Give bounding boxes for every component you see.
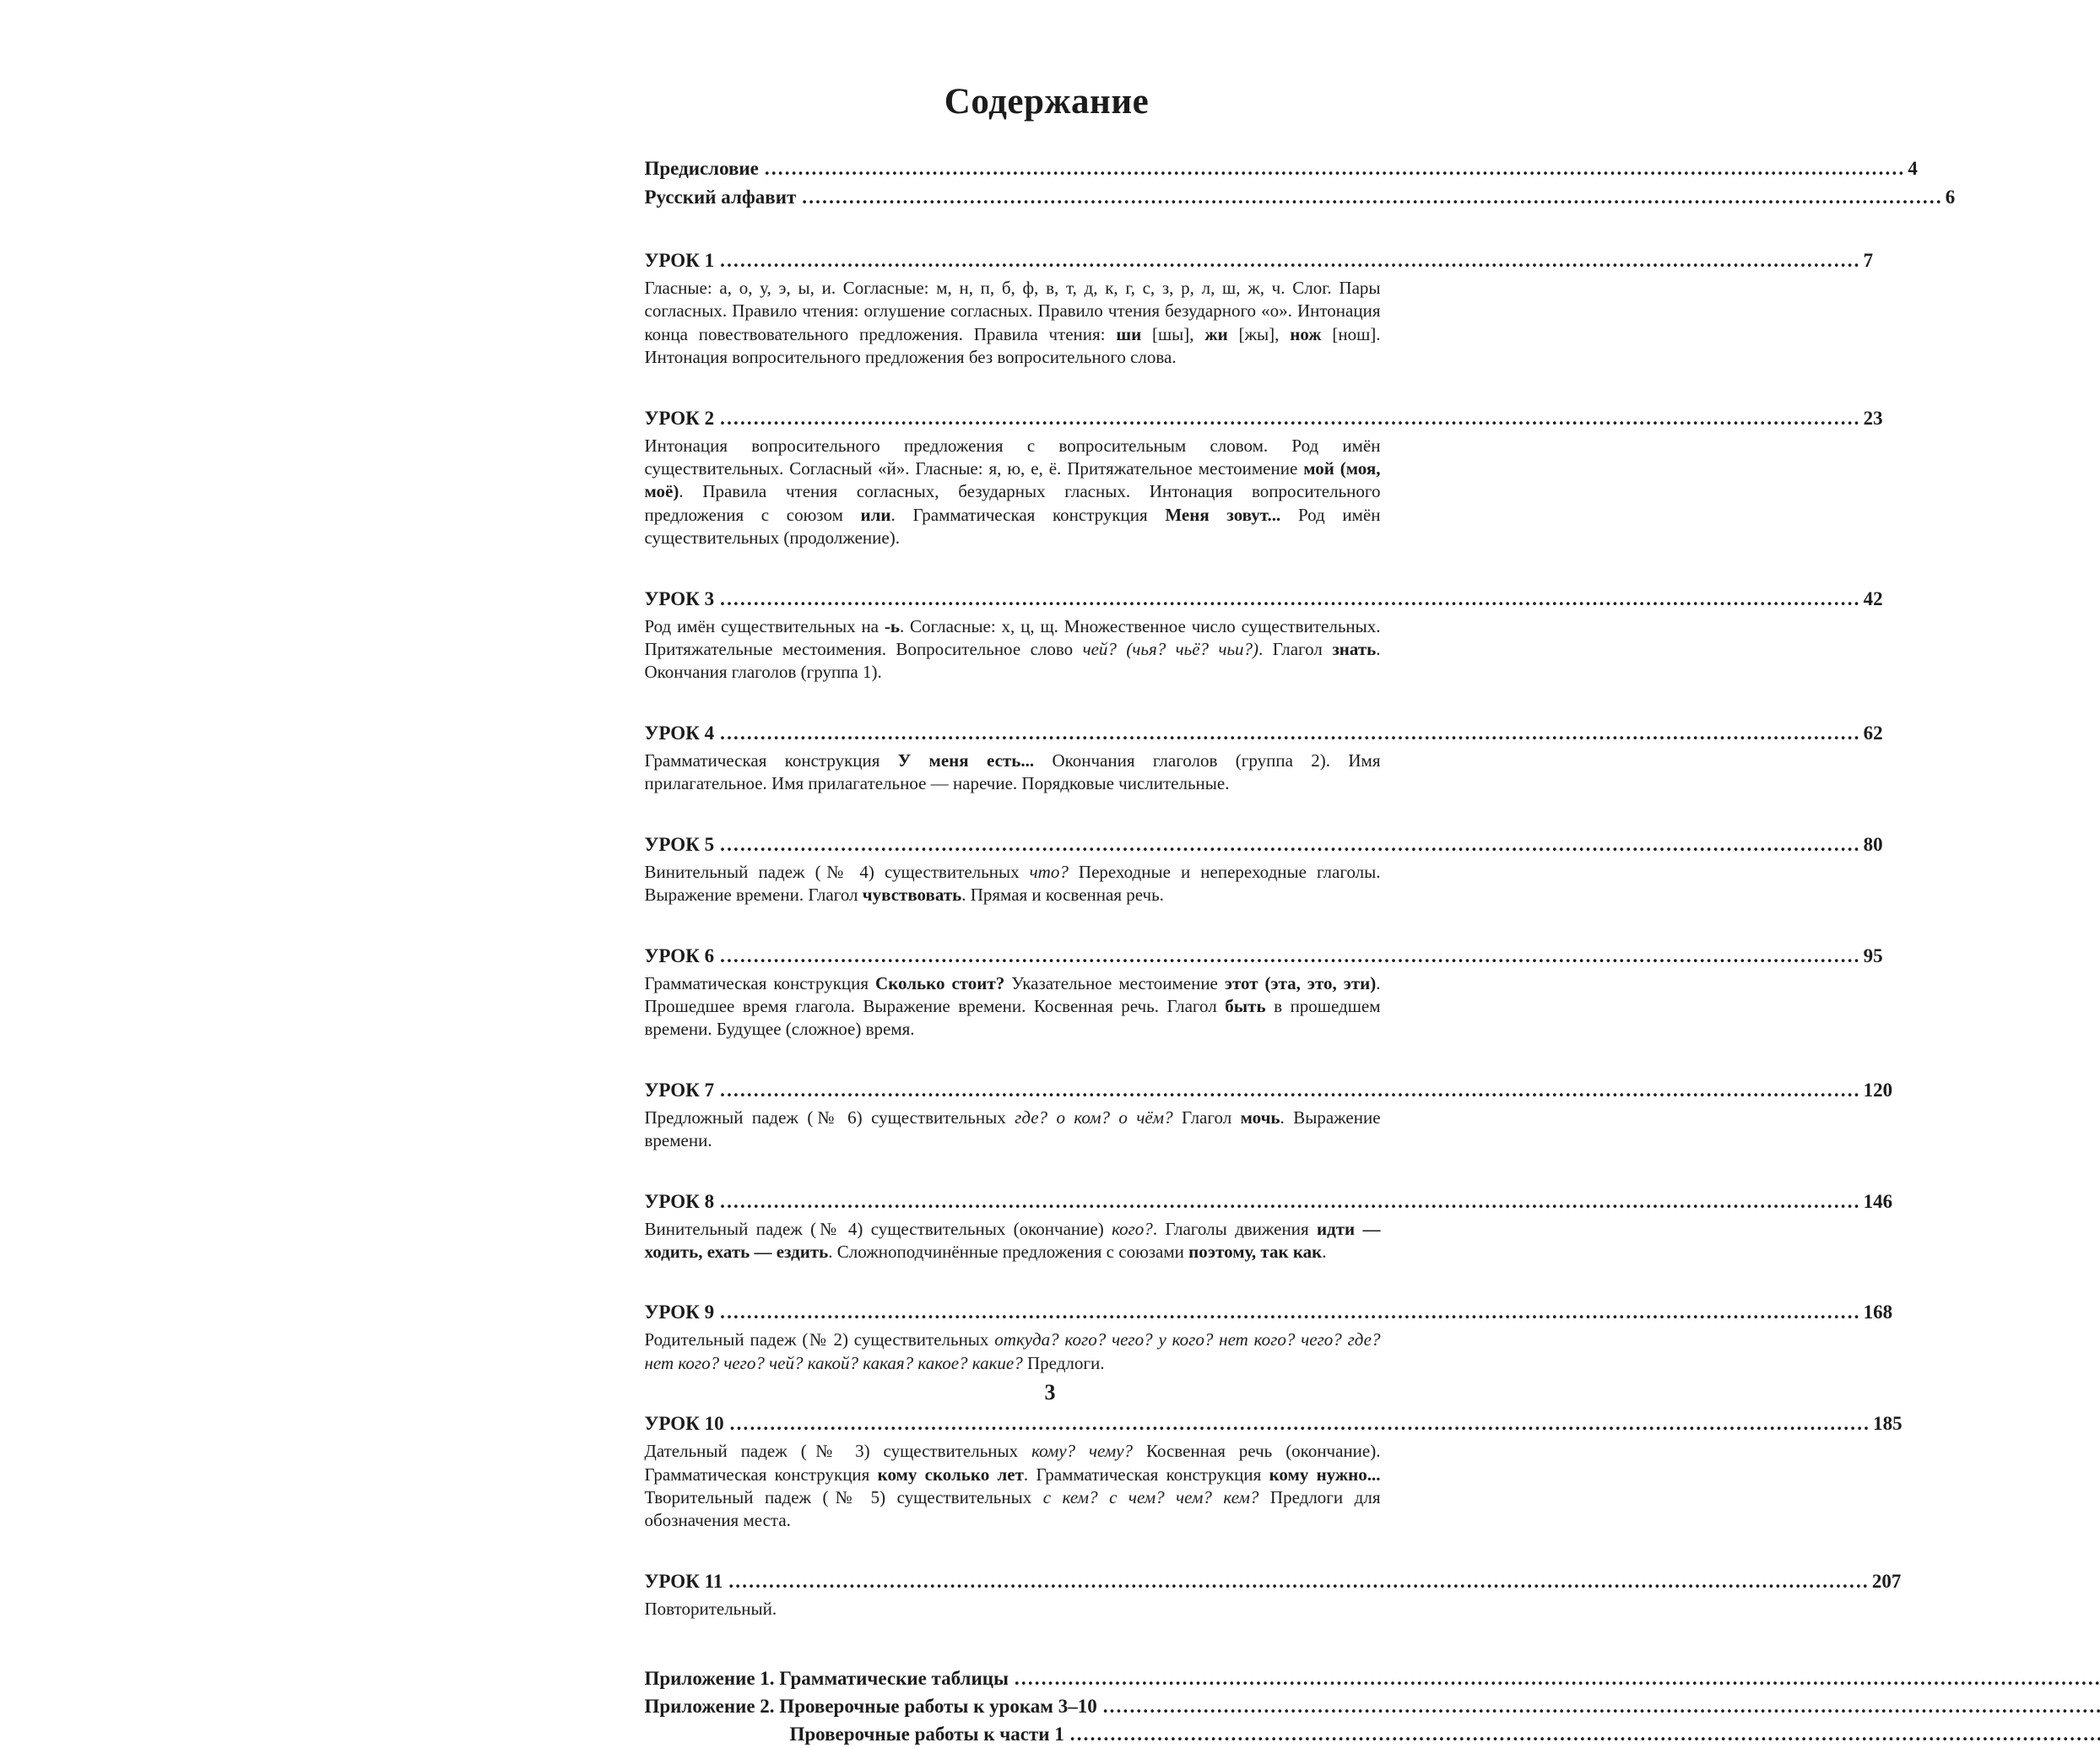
toc-entry <box>645 1692 1449 1720</box>
description-text-run: Переходные и непереходные глаголы. Выражение времени. Глагол <box>644 861 1381 906</box>
description-text-run: Повторительный. <box>644 1598 777 1619</box>
description-italic-run: кому? чему? <box>1031 1441 1134 1462</box>
description-text-run: . Глагол <box>1258 639 1333 660</box>
dot-leader <box>720 831 1861 859</box>
toc-entry <box>644 246 1874 275</box>
description-italic-run: где? о ком? о чём? <box>1015 1107 1173 1128</box>
dot-leader <box>1103 1692 2100 1720</box>
lesson-description <box>645 1107 1381 1153</box>
description-text-run: Род имён существительных на <box>644 615 885 636</box>
toc-page <box>527 0 1956 1745</box>
toc-entry <box>644 585 1883 614</box>
description-text-run: Творительный падеж (№ 5) существительных <box>644 1486 1043 1507</box>
toc-entry-label: Приложение 1. Грамматические таблицы <box>644 1668 1009 1690</box>
toc-entry-label: УРОК 2 <box>644 407 715 429</box>
dot-leader <box>720 404 1861 433</box>
description-text-run: [жы], <box>1227 323 1291 344</box>
toc-entry <box>644 942 1883 971</box>
lesson-description <box>645 1329 1381 1375</box>
description-bold-run: нож <box>1290 323 1322 344</box>
toc-entry-page: 95 <box>1863 944 1883 966</box>
toc-entry-page: 207 <box>1871 1570 1902 1592</box>
description-bold-run: кому сколько лет <box>877 1464 1024 1485</box>
description-text-run: . Выражение времени. <box>644 1107 1381 1151</box>
description-bold-run: этот (эта, это, эти) <box>1224 972 1377 993</box>
description-text-run: . Грамматическая конструкция <box>1023 1464 1269 1485</box>
lesson-description <box>645 615 1381 685</box>
dot-leader <box>802 183 1943 212</box>
toc-entry <box>644 1298 1893 1327</box>
toc-entry <box>644 1567 1902 1596</box>
description-bold-run: мой (моя, моё) <box>644 458 1381 502</box>
description-bold-run: чувствовать <box>862 885 962 906</box>
description-bold-run: быть <box>1225 995 1266 1016</box>
toc-entry-label: УРОК 10 <box>644 1413 724 1435</box>
toc-entry-label: УРОК 8 <box>644 1190 715 1212</box>
toc-entry-label: Проверочные работы к части 1 <box>789 1724 1064 1745</box>
dot-leader <box>720 1076 1861 1105</box>
description-text-run: . Правила чтения согласных, безударных гласных. Интонация вопросительного предложения с союзом <box>644 481 1381 525</box>
dot-leader <box>720 246 1861 275</box>
description-bold-run: -ь <box>884 615 900 636</box>
toc-entry-page: 7 <box>1863 250 1874 271</box>
description-bold-run: жи <box>1204 323 1228 344</box>
toc-entry-page: 185 <box>1873 1413 1902 1435</box>
description-text-run: Винительный падеж (№ 4) существительных <box>644 861 1030 882</box>
toc-entry <box>644 719 1883 748</box>
description-text-run: . Сложноподчинённые предложения с союзами <box>828 1241 1189 1262</box>
toc-entry-label: Предисловие <box>644 158 759 179</box>
toc-entry-page: 80 <box>1863 833 1883 855</box>
description-text-run: Косвенная речь (окончание). Грамматическая конструкция <box>644 1441 1381 1485</box>
description-bold-run: или <box>860 504 891 525</box>
lesson-description <box>645 861 1381 907</box>
toc-entry-page: 168 <box>1863 1302 1893 1323</box>
toc-entry-page: 62 <box>1863 722 1883 744</box>
description-bold-run: идти — ходить, ехать — ездить <box>644 1218 1381 1262</box>
toc-entry <box>644 1076 1893 1105</box>
description-bold-run: знать <box>1332 639 1377 660</box>
lesson-description <box>645 750 1381 796</box>
lesson-description <box>645 1218 1381 1264</box>
toc-entry-label: Приложение 2. Проверочные работы к урокам 3–10 <box>644 1696 1097 1718</box>
dot-leader <box>720 585 1861 614</box>
dot-leader <box>720 942 1861 971</box>
toc-entry-page: 4 <box>1908 158 1918 179</box>
toc-entry <box>644 831 1883 859</box>
description-bold-run: У меня есть... <box>897 750 1035 771</box>
lesson-entry <box>644 1567 1902 1621</box>
dot-leader <box>728 1567 1870 1596</box>
description-text-run: Род имён существительных (продолжение). <box>644 504 1381 549</box>
lesson-entry <box>644 1410 1902 1533</box>
lesson-description <box>645 435 1381 550</box>
description-text-run: Предложный падеж (№ 6) существительных <box>644 1107 1015 1128</box>
description-text-run: Дательный падеж (№ 3) существительных <box>644 1441 1032 1462</box>
toc-entry-label: УРОК 6 <box>644 944 715 966</box>
page-title: Содержание <box>944 82 1150 122</box>
toc-entry-label: УРОК 9 <box>644 1302 715 1323</box>
description-text-run: Грамматическая конструкция <box>644 750 898 771</box>
description-text-run: Гласные: а, о, у, э, ы, и. Согласные: м, н, п, б, ф, в, т, д, к, г, с, з, р, л, ш, ж, ч. Слог. Пары согласных. Правило чтения: оглушение согласных. Правило чтения безударного «о». Интонация конца повествовательного предложения. Правила чтения: <box>644 278 1381 344</box>
dot-leader <box>720 719 1861 748</box>
description-bold-run: кому нужно... <box>1269 1464 1381 1485</box>
description-bold-run: ши <box>1116 323 1142 344</box>
toc-entry-label: УРОК 7 <box>644 1079 715 1101</box>
toc-entry-page: 42 <box>1863 587 1883 609</box>
lesson-entry <box>644 831 1883 907</box>
description-italic-run: с кем? с чем? чем? кем? <box>1042 1486 1259 1507</box>
dot-leader <box>720 1188 1861 1216</box>
dot-leader <box>1015 1664 2100 1692</box>
lesson-entry <box>644 719 1883 796</box>
appendix-list <box>645 1664 1574 1748</box>
description-text-run: в прошедшем времени. Будущее (сложное) время. <box>644 995 1381 1040</box>
toc-entry-label: УРОК 4 <box>644 722 715 744</box>
description-text-run: . <box>1322 1241 1327 1262</box>
description-italic-run: чей? (чья? чьё? чьи?) <box>1082 639 1259 660</box>
lesson-entry <box>644 1298 1893 1375</box>
description-text-run: Предлоги. <box>1022 1352 1105 1373</box>
description-text-run: [нош]. Интонация вопросительного предложения без вопросительного слова. <box>644 323 1381 368</box>
description-text-run: Винительный падеж (№ 4) существительных (окончание) <box>644 1218 1112 1239</box>
toc-entry <box>644 183 1956 212</box>
description-text-run: Родительный падеж (№ 2) существительных <box>644 1329 995 1350</box>
toc-entry <box>645 1664 1449 1692</box>
lesson-entry <box>644 1076 1893 1153</box>
toc-entry-label: УРОК 11 <box>644 1570 723 1592</box>
description-text-run: [шы], <box>1141 323 1205 344</box>
front-matter-list <box>644 154 1956 212</box>
toc-entry <box>644 404 1883 433</box>
description-text-run: . Глаголы движения <box>1152 1218 1317 1239</box>
toc-entry-label: Русский алфавит <box>644 187 797 208</box>
lesson-entry <box>644 1188 1893 1264</box>
description-bold-run: Меня зовут... <box>1165 504 1281 525</box>
lesson-description <box>645 277 1381 370</box>
lesson-description <box>645 1598 1381 1621</box>
description-text-run: . Окончания глаголов (группа 1). <box>644 639 1381 683</box>
lesson-description <box>645 972 1381 1042</box>
toc-entry-page: 23 <box>1863 407 1883 429</box>
lesson-entry <box>644 404 1883 550</box>
description-italic-run: что? <box>1029 861 1069 882</box>
toc-entry-label: УРОК 5 <box>644 833 715 855</box>
toc-entry <box>644 1188 1893 1216</box>
lesson-description <box>645 1440 1381 1533</box>
lesson-entry <box>644 246 1874 370</box>
description-bold-run: поэтому, так как <box>1188 1241 1323 1262</box>
description-text-run: Грамматическая конструкция <box>644 972 876 993</box>
dot-leader <box>730 1410 1871 1438</box>
description-italic-run: кого? <box>1112 1218 1153 1239</box>
toc-entry <box>644 1410 1902 1438</box>
description-text-run: Указательное местоимение <box>1004 972 1225 993</box>
toc-entry-page: 6 <box>1945 187 1956 208</box>
dot-leader <box>1070 1720 2100 1748</box>
dot-leader <box>765 154 1906 183</box>
toc-entry <box>644 154 1918 183</box>
description-text-run: Интонация вопросительного предложения с вопросительным словом. Род имён существительных. Согласный «й». Гласные: я, ю, е, ё. Притяжательное местоимение <box>644 435 1381 479</box>
description-text-run: . Прошедшее время глагола. Выражение времени. Косвенная речь. Глагол <box>644 972 1381 1016</box>
description-text-run: Окончания глаголов (группа 2). Имя прилагательное. Имя прилагательное — наречие. Порядковые числительные. <box>644 750 1381 794</box>
description-text-run: . Согласные: х, ц, щ. Множественное число существительных. Притяжательные местоимения. Вопросительное слово <box>644 615 1381 660</box>
description-text-run: . Грамматическая конструкция <box>890 504 1166 525</box>
description-text-run: Предлоги для обозначения места. <box>644 1486 1381 1531</box>
lesson-entry <box>644 942 1883 1042</box>
toc-entry <box>645 1720 1449 1748</box>
lesson-list <box>644 246 1902 1621</box>
description-italic-run: откуда? кого? чего? у кого? нет кого? чего? где? нет кого? чего? чей? какой? какая? какое? какие? <box>644 1329 1381 1373</box>
description-bold-run: мочь <box>1240 1107 1280 1128</box>
description-text-run: . Прямая и косвенная речь. <box>961 885 1164 906</box>
description-text-run: Глагол <box>1172 1107 1241 1128</box>
toc-entry-label: УРОК 1 <box>644 250 715 271</box>
lesson-entry <box>644 585 1883 685</box>
description-bold-run: Сколько стоит? <box>875 972 1005 993</box>
folio-page-number: 3 <box>1044 1380 1056 1404</box>
toc-entry-label: УРОК 3 <box>644 587 715 609</box>
toc-entry-page: 120 <box>1863 1079 1893 1101</box>
toc-entry-page: 146 <box>1863 1190 1893 1212</box>
dot-leader <box>720 1298 1861 1327</box>
